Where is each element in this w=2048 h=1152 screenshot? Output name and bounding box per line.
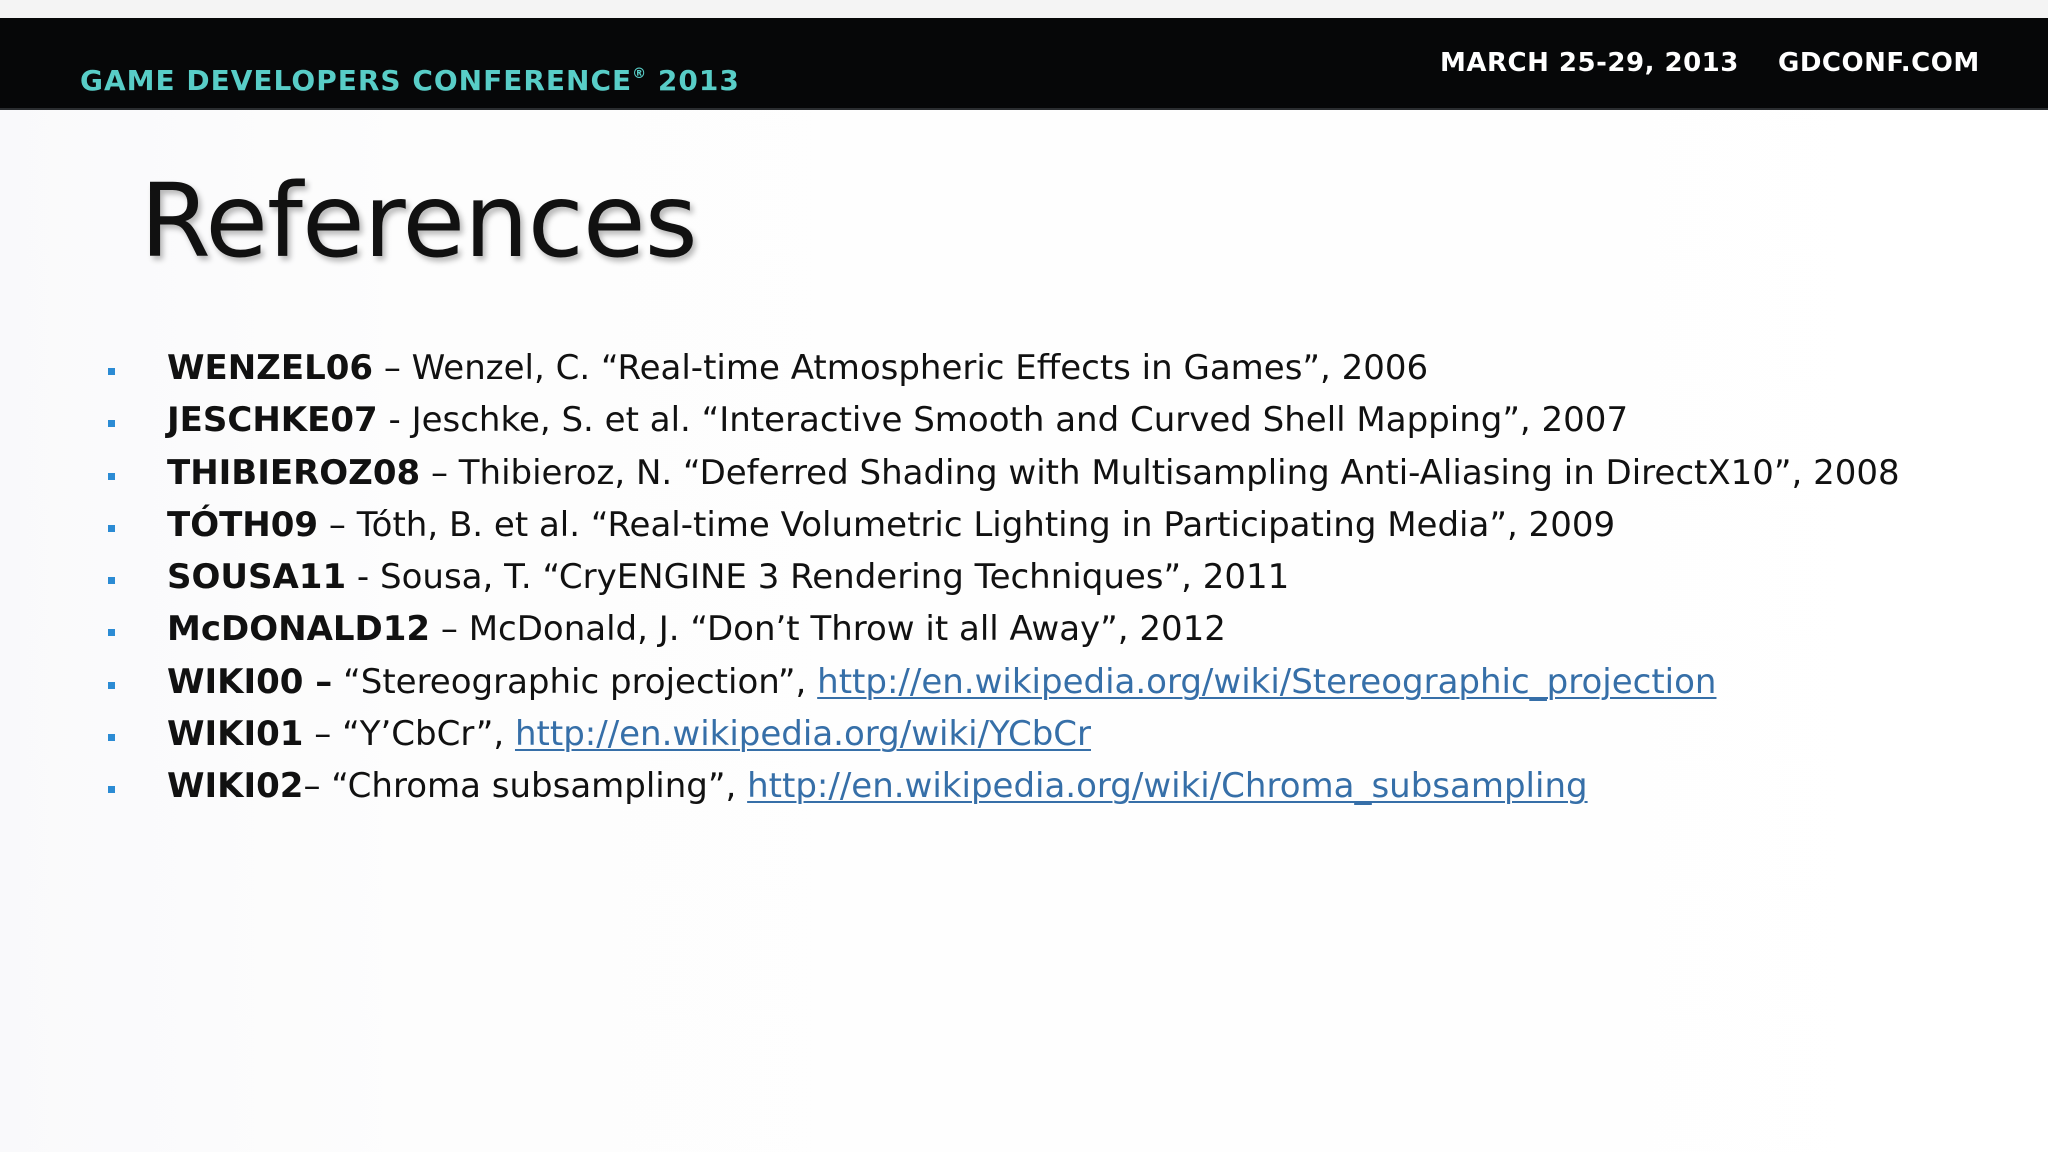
reference-link[interactable]: http://en.wikipedia.org/wiki/YCbCr xyxy=(514,714,1091,755)
reference-citation: Thibieroz, N. “Deferred Shading with Multisampling Anti-Aliasing in DirectX10”, 2008 xyxy=(458,452,1900,493)
reference-text xyxy=(167,760,1588,812)
bullet-icon xyxy=(108,473,115,480)
page-title: References xyxy=(140,162,697,281)
reference-separator: – xyxy=(303,714,343,755)
conference-title xyxy=(80,64,740,97)
reference-separator: – xyxy=(303,766,332,807)
conference-year: 2013 xyxy=(657,64,740,97)
reference-key: WENZEL06 xyxy=(167,348,374,388)
reference-separator: - xyxy=(346,557,381,598)
bullet-icon xyxy=(108,420,115,427)
reference-citation: Wenzel, C. “Real-time Atmospheric Effects in Games”, 2006 xyxy=(411,348,1429,388)
reference-citation: Tóth, B. et al. “Real-time Volumetric Lighting in Participating Media”, 2009 xyxy=(356,504,1616,545)
reference-citation: Jeschke, S. et al. “Interactive Smooth and Curved Shell Mapping”, 2007 xyxy=(411,400,1629,441)
reference-text xyxy=(167,447,1900,499)
reference-text xyxy=(167,603,1226,655)
top-strip xyxy=(0,0,2048,18)
reference-key: THIBIEROZ08 xyxy=(167,452,421,493)
reference-separator: – xyxy=(318,504,357,545)
reference-citation: “Stereographic projection”, xyxy=(343,661,818,702)
reference-key: McDONALD12 xyxy=(167,609,431,650)
reference-separator: – xyxy=(420,452,459,493)
bullet-icon xyxy=(108,682,115,689)
reference-text xyxy=(167,708,1091,760)
bullet-icon xyxy=(108,786,115,793)
reference-link[interactable]: http://en.wikipedia.org/wiki/Chroma_subsampling xyxy=(747,766,1588,807)
conference-website: GDCONF.COM xyxy=(1778,48,1980,78)
reference-separator xyxy=(332,662,343,702)
reference-key: SOUSA11 xyxy=(167,557,347,598)
reference-text xyxy=(167,499,1615,551)
reference-key: WIKI01 xyxy=(167,714,304,755)
bullet-icon xyxy=(108,629,115,636)
reference-text xyxy=(167,656,1716,708)
reference-separator: – xyxy=(430,609,469,650)
conference-dates: MARCH 25-29, 2013 xyxy=(1440,48,1739,78)
reference-separator: - xyxy=(377,400,412,441)
bullet-icon xyxy=(108,734,115,741)
reference-text xyxy=(167,342,1428,394)
reference-citation: “Chroma subsampling”, xyxy=(331,766,748,807)
reference-citation: “Y’CbCr”, xyxy=(342,714,515,755)
reference-citation: McDonald, J. “Don’t Throw it all Away”, 2012 xyxy=(468,609,1226,650)
reference-key: TÓTH09 xyxy=(167,504,319,545)
conference-header-bar xyxy=(0,18,2048,110)
reference-key: WIKI00 – xyxy=(167,661,333,702)
reference-link[interactable]: http://en.wikipedia.org/wiki/Stereographic_projection xyxy=(817,661,1717,702)
reference-citation: Sousa, T. “CryENGINE 3 Rendering Techniques”, 2011 xyxy=(380,557,1290,598)
reference-key: JESCHKE07 xyxy=(167,400,378,441)
bullet-icon xyxy=(108,525,115,532)
bullet-icon xyxy=(108,577,115,584)
registered-mark: ® xyxy=(632,66,648,82)
reference-text xyxy=(167,551,1289,603)
bullet-icon xyxy=(108,368,115,375)
reference-separator: – xyxy=(373,348,412,388)
reference-key: WIKI02 xyxy=(167,766,304,807)
reference-text xyxy=(167,394,1628,446)
conference-name: GAME DEVELOPERS CONFERENCE xyxy=(80,64,633,97)
